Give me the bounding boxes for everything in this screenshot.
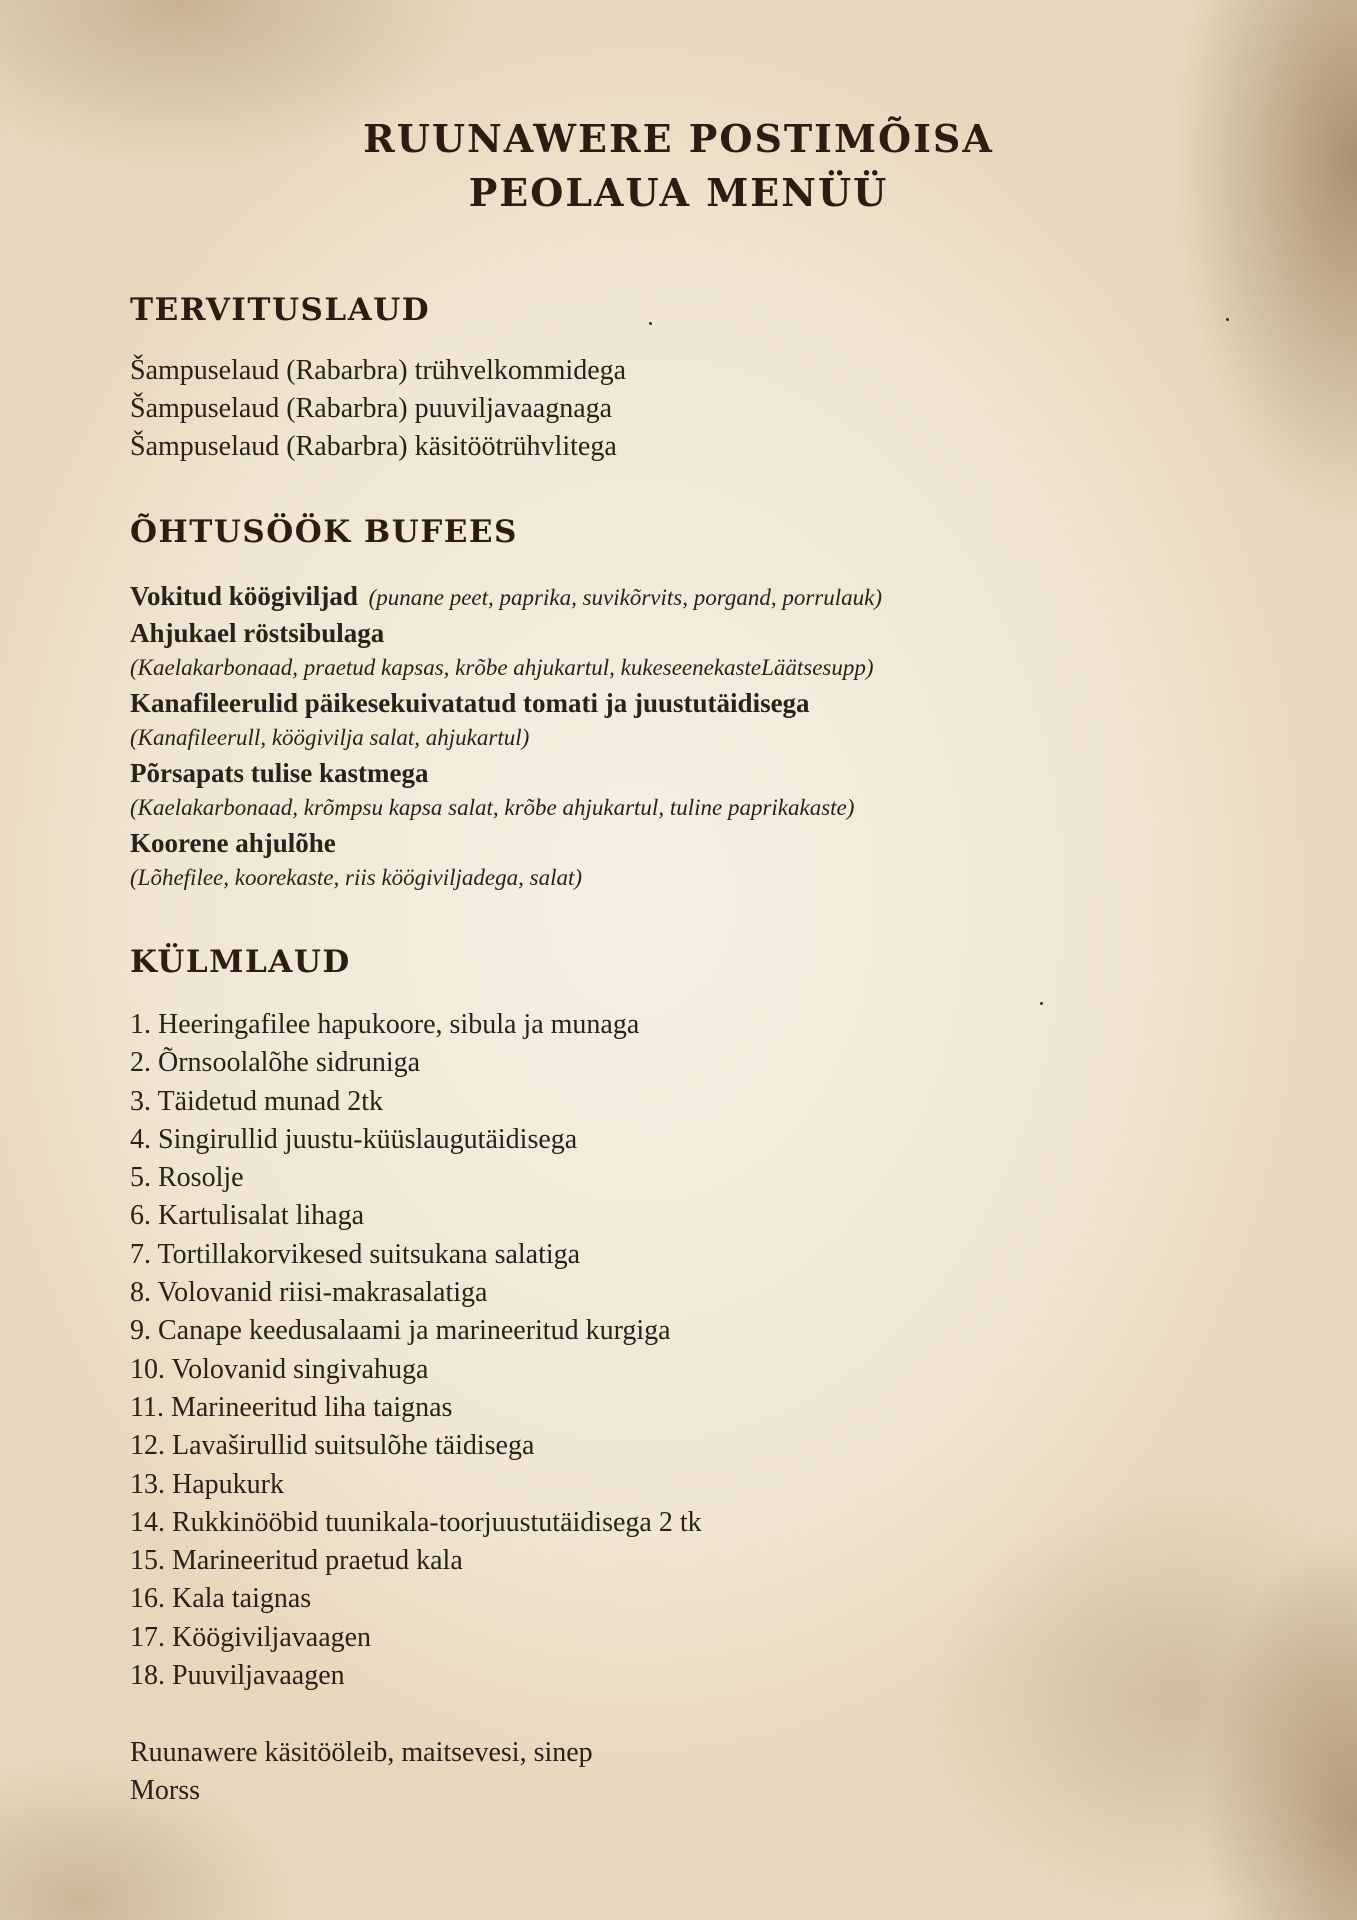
- extras-item: Ruunawere käsitööleib, maitsevesi, sinep: [130, 1737, 593, 1768]
- buffet-dish-name: Koorene ahjulõhe: [130, 828, 336, 858]
- cold-item: 14. Rukkinööbid tuunikala-toorjuustutäidisega 2 tk: [130, 1506, 702, 1538]
- cold-item: 10. Volovanid singivahuga: [130, 1353, 429, 1385]
- page-title-line-1: RUUNAWERE POSTIMÕISA: [363, 116, 994, 161]
- paper-speck: [649, 322, 652, 325]
- buffet-dish-description: (Kaelakarbonaad, krõmpsu kapsa salat, krõbe ahjukartul, tuline paprikakaste): [130, 795, 855, 820]
- cold-item: 15. Marineeritud praetud kala: [130, 1545, 463, 1577]
- paper-speck: [1226, 318, 1229, 321]
- buffet-dish-description: (punane peet, paprika, suvikõrvits, porgand, porrulauk): [368, 585, 882, 610]
- welcome-item: Šampuselaud (Rabarbra) puuviljavaagnaga: [130, 393, 613, 424]
- buffet-dish-name: Põrsapats tulise kastmega: [130, 758, 429, 788]
- cold-item: 1. Heeringafilee hapukoore, sibula ja munaga: [130, 1009, 640, 1040]
- cold-item: 8. Volovanid riisi-makrasalatiga: [130, 1277, 488, 1309]
- buffet-dish-name: Vokitud köögiviljad: [130, 581, 358, 611]
- cold-item: 16. Kala taignas: [130, 1583, 312, 1615]
- section-heading-buffet: ÕHTUSÖÖK BUFEES: [130, 514, 518, 550]
- cold-item: 17. Köögiviljavaagen: [130, 1621, 372, 1653]
- buffet-dish-description: (Kanafileerull, köögivilja salat, ahjukartul): [130, 725, 530, 750]
- cold-item: 13. Hapukurk: [130, 1468, 284, 1500]
- buffet-dish-description: (Lõhefilee, koorekaste, riis köögiviljadega, salat): [130, 865, 583, 890]
- extras-item: Morss: [130, 1775, 201, 1806]
- section-heading-cold: KÜLMLAUD: [130, 944, 351, 980]
- buffet-dish-description: (Kaelakarbonaad, praetud kapsas, krõbe ahjukartul, kukeseenekasteLäätsesupp): [130, 655, 874, 680]
- welcome-item: Šampuselaud (Rabarbra) käsitöötrühvlitega: [130, 431, 617, 462]
- cold-item: 7. Tortillakorvikesed suitsukana salatiga: [130, 1238, 581, 1270]
- buffet-dish-name: Ahjukael röstsibulaga: [130, 618, 385, 648]
- paper-speck: [1040, 1002, 1043, 1005]
- buffet-list: [130, 578, 882, 895]
- cold-list: [130, 1006, 702, 1695]
- cold-item: 18. Puuviljavaagen: [130, 1660, 345, 1692]
- cold-item: 9. Canape keedusalaami ja marineeritud kurgiga: [130, 1315, 671, 1347]
- welcome-item: Šampuselaud (Rabarbra) trühvelkommidega: [130, 355, 627, 386]
- cold-item: 11. Marineeritud liha taignas: [130, 1391, 453, 1423]
- page-title-line-2: PEOLAUA MENÜÜ: [468, 170, 889, 215]
- cold-item: 6. Kartulisalat lihaga: [130, 1200, 365, 1232]
- cold-item: 2. Õrnsoolalõhe sidruniga: [130, 1047, 421, 1079]
- cold-item: 3. Täidetud munad 2tk: [130, 1085, 383, 1117]
- buffet-dish: [130, 578, 882, 615]
- welcome-list: [130, 352, 626, 466]
- page-title: [0, 112, 1357, 220]
- extras-list: [130, 1734, 593, 1810]
- buffet-dish-name: Kanafileerulid päikesekuivatatud tomati ja juustutäidisega: [130, 688, 810, 718]
- section-heading-welcome: TERVITUSLAUD: [130, 292, 431, 328]
- cold-item: 12. Lavaširullid suitsulõhe täidisega: [130, 1430, 535, 1462]
- cold-item: 5. Rosolje: [130, 1162, 244, 1194]
- cold-item: 4. Singirullid juustu-küüslaugutäidisega: [130, 1123, 578, 1155]
